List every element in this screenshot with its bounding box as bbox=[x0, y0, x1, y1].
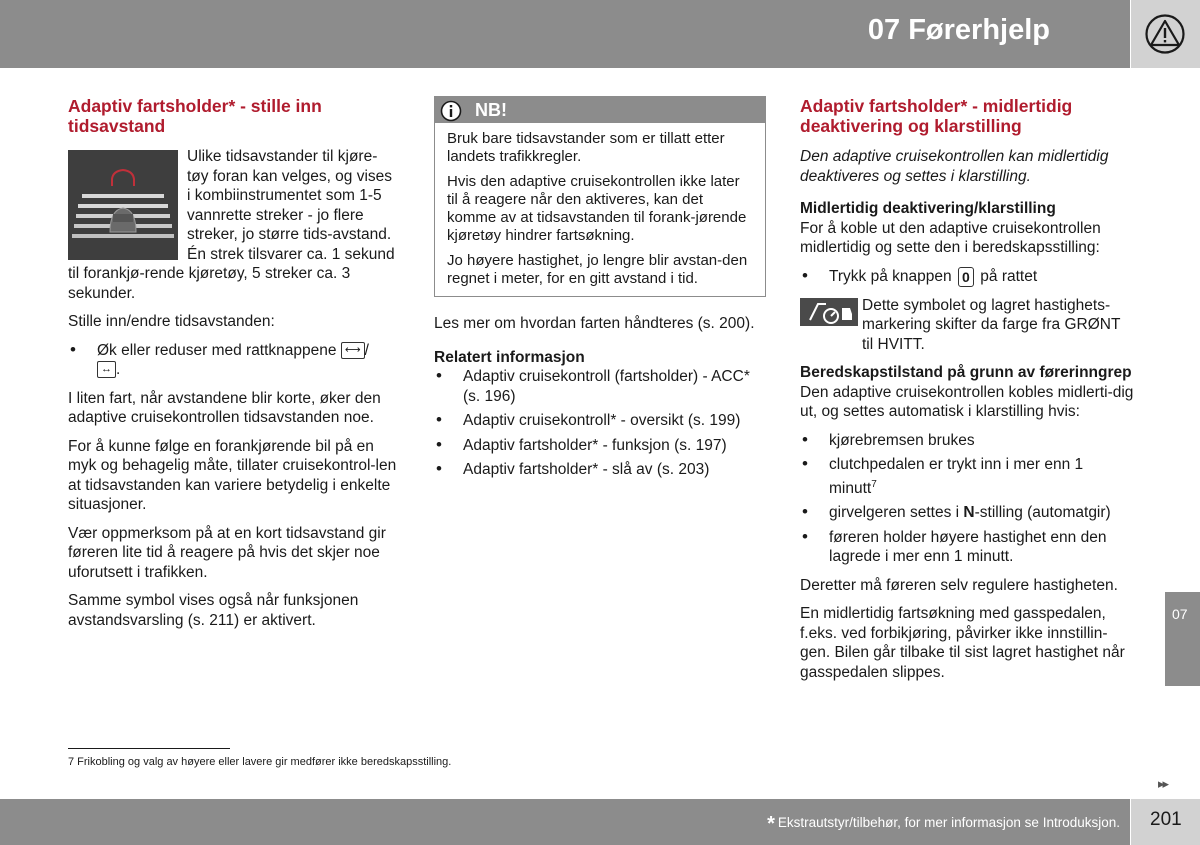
related-heading: Relatert informasjon bbox=[434, 348, 585, 366]
column-right bbox=[800, 96, 1135, 691]
para-temp-acceleration: En midlertidig fartsøkning med gasspedalen, f.eks. ved forbikjøring, påvirker ikke innstillin-gen. Bilen går tilbake til sist lagret hastighet når gasspedalen slippes. bbox=[800, 605, 1125, 681]
note-title: NB! bbox=[475, 100, 507, 120]
standby-button-key: 0 bbox=[958, 267, 974, 287]
list-press-button bbox=[800, 267, 1135, 287]
bullet-text: -stilling (automatgir) bbox=[974, 504, 1111, 522]
note-para: Jo høyere hastighet, jo lengre blir avstan-den regnet i meter, for en gitt avstand i tid. bbox=[447, 252, 748, 287]
time-gap-distance-icon bbox=[68, 150, 178, 260]
forward-arrows-icon[interactable]: ▸▸ bbox=[1158, 776, 1168, 791]
bullet-text: Øk eller reduser med rattknappene bbox=[97, 341, 337, 359]
note-body bbox=[435, 123, 765, 296]
chapter-tab[interactable] bbox=[1165, 592, 1200, 686]
footer-bar bbox=[0, 799, 1130, 845]
bullet-end: . bbox=[116, 361, 121, 378]
header-icon-box bbox=[1131, 0, 1200, 68]
para-disconnect: For å koble ut den adaptive cruisekontrollen midlertidig og sette den i beredskapsstilling: bbox=[800, 219, 1101, 256]
note-header bbox=[435, 97, 765, 123]
list-set-gap bbox=[68, 341, 398, 380]
list-item bbox=[800, 455, 1135, 498]
gear-n: N bbox=[963, 504, 975, 522]
para-auto-standby: Den adaptive cruisekontrollen kobles midlerti-dig ut, og settes automatisk i klarstilling hvis: bbox=[800, 383, 1134, 420]
subheading-temp-deactivation: Midlertidig deaktivering/klarstilling bbox=[800, 200, 1056, 217]
asterisk: * bbox=[767, 813, 775, 835]
list-standby-conditions bbox=[800, 431, 1135, 567]
footnote-ref: 7 bbox=[871, 478, 877, 490]
footer-note bbox=[767, 813, 1120, 836]
footnote: 7 Frikobling og valg av høyere eller lavere gir medfører ikke beredskapsstilling. bbox=[68, 756, 452, 768]
para-low-speed: I liten fart, når avstandene blir korte, øker den adaptive cruisekontrollen tidsavstanden noe. bbox=[68, 389, 381, 426]
page-number: 201 bbox=[1150, 809, 1182, 830]
time-gap-illustration bbox=[68, 150, 178, 260]
list-item bbox=[68, 341, 398, 380]
section-heading-deactivation: Adaptiv fartsholder* - midlertidig deaktivering og klarstilling bbox=[800, 96, 1073, 136]
warning-triangle-icon bbox=[1144, 14, 1186, 54]
footer-text: Ekstrautstyr/tilbehør, for mer informasjon se Introduksjon. bbox=[777, 815, 1120, 830]
header-bar bbox=[0, 0, 1130, 68]
list-item bbox=[800, 267, 1135, 287]
bullet-sep: / bbox=[364, 341, 369, 359]
footnote-rule bbox=[68, 748, 230, 749]
para-set-gap: Stille inn/endre tidsavstanden: bbox=[68, 313, 275, 330]
symbol-text: Dette symbolet og lagret hastighets-markering skifter da farge fra GRØNT til HVITT. bbox=[862, 296, 1121, 353]
para-warning: Vær oppmerksom på at en kort tidsavstand gir føreren lite tid å reagere på hvis det skjer noe uforutsett i trafikken. bbox=[68, 524, 386, 581]
related-link[interactable]: • Adaptiv fartsholder* - funksjon (s. 197) bbox=[434, 436, 766, 456]
chapter-title: 07 Førerhjelp bbox=[867, 14, 1050, 46]
related-list bbox=[434, 367, 766, 480]
bullet-text: Trykk på knappen bbox=[829, 267, 952, 285]
note-para: Hvis den adaptive cruisekontrollen ikke later til å reagere når den aktiveres, kan det komme av at tidsavstanden til forank-jørende kjøretøy hindrer fartsøkning. bbox=[447, 173, 747, 244]
cruise-control-symbol-icon bbox=[800, 298, 858, 326]
para-follow-car: For å kunne følge en forankjørende bil på en myk og behagelig måte, tillater cruisekontrol-len at tidsavstanden kan variere betydelig i enkelte situasjoner. bbox=[68, 437, 397, 513]
gap-decrease-key: ↔ bbox=[97, 361, 116, 378]
para-driver-regulates: Deretter må føreren selv regulere hastigheten. bbox=[800, 576, 1118, 594]
related-link[interactable]: • Adaptiv cruisekontroll* - oversikt (s. 199) bbox=[434, 411, 766, 431]
note-para: Bruk bare tidsavstander som er tillatt etter landets trafikkregler. bbox=[447, 130, 725, 165]
info-icon bbox=[440, 100, 462, 122]
column-middle bbox=[434, 96, 766, 489]
cruise-symbol-box bbox=[800, 298, 858, 326]
symbol-row bbox=[800, 296, 1135, 355]
para-read-more: Les mer om hvordan farten håndteres (s. 200). bbox=[434, 315, 755, 332]
gap-increase-key: ⟷ bbox=[341, 342, 365, 359]
column-left bbox=[68, 96, 398, 639]
page-number-box bbox=[1131, 799, 1200, 845]
note-box bbox=[434, 96, 766, 297]
bullet-text: clutchpedalen er trykt inn i mer enn 1 minutt bbox=[829, 456, 1084, 497]
section-heading-time-gap: Adaptiv fartsholder* - stille inn tidsavstand bbox=[68, 96, 322, 136]
bullet-text: på rattet bbox=[980, 267, 1038, 285]
list-item bbox=[800, 503, 1135, 523]
bullet-text: girvelgeren settes i bbox=[829, 504, 964, 522]
related-link[interactable]: • Adaptiv fartsholder* - slå av (s. 203) bbox=[434, 460, 766, 480]
intro-text: Den adaptive cruisekontrollen kan midlertidig deaktiveres og settes i klarstilling. bbox=[800, 148, 1109, 185]
list-item: • føreren holder høyere hastighet enn den lagrede i mer enn 1 minutt. bbox=[800, 528, 1135, 567]
para-gap-description: Ulike tidsavstander til kjøre-tøy foran kan velges, og vises i kombiinstrumentet som 1-5 vannrette streker - jo flere streker, jo større tids-avstand. Én strek tilsvarer ca. 1 sekund til forankjø-rende kjøretøy, 5 streker ca. 3 sekunder. bbox=[68, 148, 395, 302]
list-item: • kjørebremsen brukes bbox=[800, 431, 1135, 451]
para-same-symbol: Samme symbol vises også når funksjonen avstandsvarsling (s. 211) er aktivert. bbox=[68, 592, 359, 629]
chapter-tab-label: 07 bbox=[1172, 606, 1188, 622]
related-link[interactable]: • Adaptiv cruisekontroll (fartsholder) - ACC* (s. 196) bbox=[434, 367, 766, 406]
subheading-standby: Beredskapstilstand på grunn av førerinngrep bbox=[800, 364, 1132, 381]
